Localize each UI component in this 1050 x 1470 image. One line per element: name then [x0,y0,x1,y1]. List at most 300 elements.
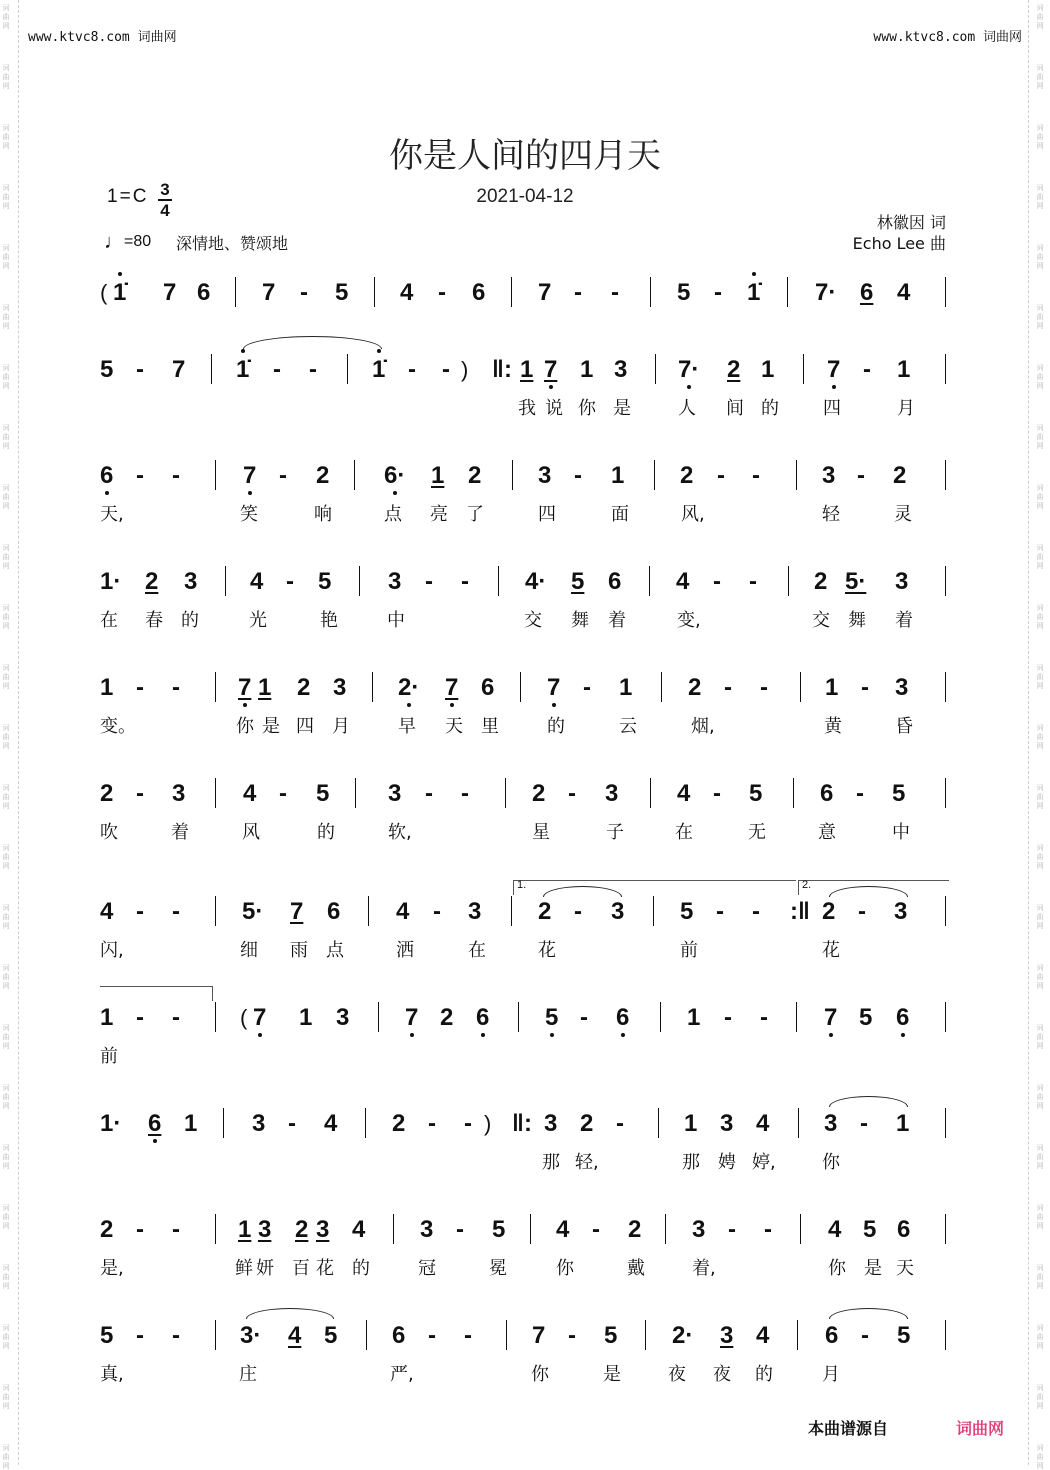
watermark-glyph: 词 [1036,424,1044,432]
watermark-glyph: 网 [1036,322,1044,330]
watermark-glyph: 曲 [2,313,10,321]
lyric-syllable: 你 [236,716,254,737]
sustain-dash: - [136,1322,144,1349]
note: 6 [825,1322,839,1349]
phrase-paren: ) [484,1111,492,1136]
watermark-glyph: 网 [2,562,10,570]
barline [393,1214,394,1244]
sustain-dash: - [456,1216,464,1243]
note: 2 [680,462,694,489]
note: 1̇ [747,279,761,306]
note: 2 [727,356,741,383]
barline [797,1320,798,1350]
song-date: 2021-04-12 [476,186,574,207]
note: 5 [680,898,694,925]
watermark-glyph: 网 [1036,802,1044,810]
sustain-dash: - [568,780,576,807]
lyric-syllable: 笑 [240,504,258,525]
barline [235,277,236,307]
time-top: 3 [160,180,170,199]
barline [506,1320,507,1350]
watermark-glyph: 词 [2,304,10,312]
watermark-glyph: 网 [2,1162,10,1170]
watermark-glyph: 词 [1036,484,1044,492]
barline [520,672,521,702]
note: 5 [492,1216,506,1243]
repeat-sign: ‖: [492,356,512,383]
footer-brand[interactable]: 词曲网 [956,1419,1005,1438]
lyric-syllable: 月 [897,398,915,419]
note: 6 [481,674,495,701]
watermark-glyph: 曲 [1036,133,1044,141]
score-line [0,356,1050,386]
watermark-glyph: 网 [2,442,10,450]
watermark-glyph: 曲 [1036,1153,1044,1161]
volta-second-label: 2. [802,879,812,891]
sustain-dash: - [172,1322,180,1349]
barline [354,460,355,490]
note: 7 [445,674,459,701]
watermark-glyph: 曲 [1036,1333,1044,1341]
barline [787,277,788,307]
lyric-syllable: 点 [326,940,344,961]
note: 1 [825,674,839,701]
note: 2 [295,1216,309,1243]
note: 7 [163,279,177,306]
lyric-syllable: 的 [761,398,779,419]
watermark-glyph: 网 [2,922,10,930]
tie-slur [243,336,382,349]
watermark-glyph: 网 [2,1102,10,1110]
note: 2 [145,568,159,595]
barline [511,277,512,307]
lyric-syllable: 昏 [895,716,913,737]
lyric-line [0,1148,1050,1172]
sustain-dash: - [279,462,287,489]
sustain-dash: - [858,898,866,925]
sustain-dash: - [713,780,721,807]
watermark-glyph: 曲 [1036,193,1044,201]
note: 7 [243,462,257,489]
sustain-dash: - [717,462,725,489]
note: 1 [299,1004,313,1031]
barline [215,460,216,490]
watermark-glyph: 曲 [2,553,10,561]
note: 7 [290,898,304,925]
note: 5 [749,780,763,807]
watermark-glyph: 网 [1036,1222,1044,1230]
barline [368,896,369,926]
barline [530,1214,531,1244]
watermark-glyph: 网 [2,322,10,330]
watermark-glyph: 网 [2,1462,10,1470]
lyric-syllable: 花 [316,1258,334,1279]
score-line [0,279,1050,309]
sustain-dash: - [716,898,724,925]
watermark-glyph: 网 [1036,202,1044,210]
note: 6 [860,279,874,306]
sustain-dash: - [860,1110,868,1137]
watermark-glyph: 网 [2,142,10,150]
phrase-paren: ( [240,1005,248,1030]
tie-slur [829,1308,908,1319]
lyric-syllable: 着 [895,610,913,631]
watermark-glyph: 曲 [2,253,10,261]
watermark-glyph: 词 [1036,1144,1044,1152]
note: 3 [720,1322,734,1349]
note: 6 [197,279,211,306]
time-bottom: 4 [160,201,170,220]
note: 6 [100,462,114,489]
note: 2 [538,898,552,925]
lyric-syllable: 舞 [848,610,866,631]
watermark-glyph: 曲 [2,1033,10,1041]
lyric-syllable: 着 [608,610,626,631]
barline [660,1002,661,1032]
note: 2 [392,1110,406,1137]
barline [796,460,797,490]
lyric-line [0,606,1050,630]
lyric-syllable: 在 [100,610,118,631]
watermark-glyph: 网 [2,1222,10,1230]
barline [800,1214,801,1244]
note: 1 [896,1110,910,1137]
lyric-syllable: 的 [352,1258,370,1279]
sustain-dash: - [438,279,446,306]
barline [945,672,946,702]
lyric-line [0,818,1050,842]
watermark-glyph: 曲 [1036,13,1044,21]
watermark-glyph: 曲 [1036,793,1044,801]
watermark-glyph: 曲 [1036,1213,1044,1221]
sustain-dash: - [136,462,144,489]
note: 2· [672,1322,694,1349]
barline [645,1320,646,1350]
key-signature [107,186,146,208]
phrase-paren: ( [100,280,108,305]
watermark-glyph: 词 [2,664,10,672]
lyric-syllable: 的 [547,716,565,737]
watermark-glyph: 网 [1036,862,1044,870]
note: 3 [894,898,908,925]
watermark-glyph: 词 [1036,664,1044,672]
watermark-glyph: 词 [2,784,10,792]
repeat-sign: :‖ [790,898,810,925]
tie-slur [829,1096,908,1107]
lyric-syllable: 月 [822,1364,840,1385]
watermark-glyph: 词 [2,1204,10,1212]
barline [796,1002,797,1032]
note: 7 [827,356,841,383]
note: 3 [336,1004,350,1031]
note: 5 [604,1322,618,1349]
note: 4 [100,898,114,925]
lyric-syllable: 冕 [489,1258,507,1279]
sustain-dash: - [172,1216,180,1243]
watermark-glyph: 曲 [1036,73,1044,81]
note: 4 [756,1110,770,1137]
watermark-glyph: 曲 [2,1213,10,1221]
site-header-left: www.ktvc8.com 词曲网 [28,30,177,45]
watermark-glyph: 曲 [2,193,10,201]
barline [649,566,650,596]
note: 6 [392,1322,406,1349]
lyric-syllable: 交 [524,610,542,631]
sustain-dash: - [592,1216,600,1243]
note: 5 [571,568,585,595]
watermark-glyph: 词 [2,4,10,12]
song-title: 你是人间的四月天 [389,136,661,176]
note: 6 [896,1004,910,1031]
watermark-glyph: 词 [2,1144,10,1152]
lyric-syllable: 我 [518,398,536,419]
lyric-syllable: 天 [896,1258,914,1279]
lyric-syllable: 在 [675,822,693,843]
note: 4 [556,1216,570,1243]
note: 6 [148,1110,162,1137]
sustain-dash: - [136,780,144,807]
barline [945,460,946,490]
watermark-glyph: 词 [1036,604,1044,612]
sustain-dash: - [752,462,760,489]
watermark-glyph: 词 [2,604,10,612]
lyric-syllable: 的 [755,1364,773,1385]
lyric-syllable: 雨 [290,940,308,961]
sustain-dash: - [428,1322,436,1349]
score-line [0,1322,1050,1352]
sustain-dash: - [861,1322,869,1349]
watermark-glyph: 词 [2,544,10,552]
watermark-glyph: 网 [1036,622,1044,630]
watermark-glyph: 曲 [1036,1273,1044,1281]
watermark-glyph: 曲 [2,1093,10,1101]
note: 2 [893,462,907,489]
sustain-dash: - [760,1004,768,1031]
watermark-glyph: 曲 [1036,1093,1044,1101]
barline [945,896,946,926]
lyric-syllable: 中 [387,610,405,631]
barline [215,1214,216,1244]
watermark-glyph: 网 [1036,442,1044,450]
sustain-dash: - [713,568,721,595]
watermark-glyph: 网 [2,502,10,510]
lyric-syllable: 四 [823,398,841,419]
watermark-glyph: 曲 [2,433,10,441]
sustain-dash: - [760,674,768,701]
note: 1 [684,1110,698,1137]
note: 5 [316,780,330,807]
tempo-value: =80 [124,233,152,250]
note: 3 [468,898,482,925]
barline [945,1108,946,1138]
note: 4 [352,1216,366,1243]
sustain-dash: - [861,674,869,701]
lyric-syllable: 戴 [627,1258,645,1279]
watermark-glyph: 曲 [2,493,10,501]
watermark-glyph: 网 [2,682,10,690]
watermark-glyph: 曲 [2,973,10,981]
lyric-syllable: 洒 [396,940,414,961]
watermark-glyph: 词 [2,1084,10,1092]
sustain-dash: - [857,462,865,489]
barline [511,896,512,926]
watermark-glyph: 曲 [1036,673,1044,681]
barline [365,1108,366,1138]
lyric-syllable: 妍 [256,1258,274,1279]
lyric-syllable: 着, [692,1258,716,1279]
note: 2· [398,674,420,701]
note: 7 [238,674,252,701]
sustain-dash: - [724,674,732,701]
sustain-dash: - [136,1004,144,1031]
time-signature [156,180,174,220]
note: 2 [100,780,114,807]
barline [665,1214,666,1244]
watermark-glyph: 词 [2,484,10,492]
barline [215,778,216,808]
watermark-glyph: 网 [2,862,10,870]
lyric-syllable: 你 [822,1152,840,1173]
sustain-dash: - [136,1216,144,1243]
watermark-glyph: 网 [1036,502,1044,510]
watermark-glyph: 词 [1036,784,1044,792]
watermark-glyph: 网 [1036,82,1044,90]
note: 1 [761,356,775,383]
watermark-glyph: 曲 [1036,613,1044,621]
note: 5 [100,1322,114,1349]
barline [945,1002,946,1032]
watermark-glyph: 曲 [2,133,10,141]
note: 3 [895,568,909,595]
note: 1 [520,356,534,383]
note: 1 [619,674,633,701]
barline [945,277,946,307]
lyric-syllable: 黄 [824,716,842,737]
lyric-syllable: 婷, [752,1152,776,1173]
watermark-glyph: 词 [2,1024,10,1032]
note: 6 [476,1004,490,1031]
note: 3 [824,1110,838,1137]
note: 4 [243,780,257,807]
note: 5 [545,1004,559,1031]
barline [653,896,654,926]
sustain-dash: - [433,898,441,925]
score-line [0,1216,1050,1246]
lyric-syllable: 艳 [320,610,338,631]
lyric-syllable: 里 [481,716,499,737]
lyric-syllable: 你 [828,1258,846,1279]
barline [650,778,651,808]
note: 7 [824,1004,838,1031]
watermark-glyph: 曲 [1036,373,1044,381]
barline [366,1320,367,1350]
watermark-glyph: 词 [2,964,10,972]
lyric-syllable: 严, [390,1364,414,1385]
note: 3 [538,462,552,489]
barline [378,1002,379,1032]
sustain-dash: - [856,780,864,807]
watermark-glyph: 词 [1036,124,1044,132]
barline [223,1108,224,1138]
watermark-glyph: 词 [1036,184,1044,192]
watermark-glyph: 网 [1036,1162,1044,1170]
barline [945,566,946,596]
lyric-syllable: 轻 [822,504,840,525]
sustain-dash: - [863,356,871,383]
sustain-dash: - [611,279,619,306]
lyric-line [0,1042,1050,1066]
tie-slur [246,1308,334,1319]
volta-second-ending-continued [100,986,213,1001]
watermark-glyph: 词 [2,904,10,912]
watermark-glyph: 网 [1036,22,1044,30]
lyric-syllable: 夜 [668,1364,686,1385]
lyric-syllable: 是, [100,1258,124,1279]
watermark-glyph: 网 [1036,1042,1044,1050]
watermark-glyph: 词 [2,424,10,432]
barline [655,354,656,384]
watermark-glyph: 词 [2,1384,10,1392]
watermark-glyph: 网 [1036,1342,1044,1350]
watermark-glyph: 词 [1036,844,1044,852]
note: 3 [388,568,402,595]
barline [654,460,655,490]
lyric-syllable: 轻, [575,1152,599,1173]
barline [800,672,801,702]
lyric-syllable: 是 [262,716,280,737]
barline [650,277,651,307]
lyric-syllable: 中 [892,822,910,843]
lyric-syllable: 鲜 [235,1258,253,1279]
watermark-glyph: 网 [2,982,10,990]
watermark-glyph: 词 [1036,1444,1044,1452]
watermark-glyph: 曲 [1036,1453,1044,1461]
note: 3 [614,356,628,383]
key-degree: 1 [107,186,118,207]
score-line [0,1004,1050,1034]
note: 2 [822,898,836,925]
sustain-dash: - [425,568,433,595]
watermark-glyph: 词 [2,844,10,852]
lyric-syllable: 灵 [894,504,912,525]
note: 4 [250,568,264,595]
note: 3 [822,462,836,489]
lyric-syllable: 面 [611,504,629,525]
lyric-syllable: 四 [296,716,314,737]
note: 1 [184,1110,198,1137]
watermark-glyph: 网 [1036,1282,1044,1290]
barline [945,354,946,384]
sustain-dash: - [286,568,294,595]
watermark-glyph: 词 [1036,64,1044,72]
note: 4 [396,898,410,925]
sustain-dash: - [408,356,416,383]
watermark-glyph: 词 [1036,1384,1044,1392]
sustain-dash: - [172,1004,180,1031]
watermark-glyph: 网 [2,1342,10,1350]
lyric-syllable: 变, [677,610,701,631]
lyric-syllable: 变。 [100,716,136,737]
watermark-glyph: 曲 [2,733,10,741]
lyric-syllable: 那 [542,1152,560,1173]
note: 1̇ [236,356,250,383]
watermark-glyph: 词 [2,244,10,252]
lyric-syllable: 人 [678,398,696,419]
note: 7 [538,279,552,306]
note: 6 [820,780,834,807]
note: 1 [897,356,911,383]
note: 1 [611,462,625,489]
